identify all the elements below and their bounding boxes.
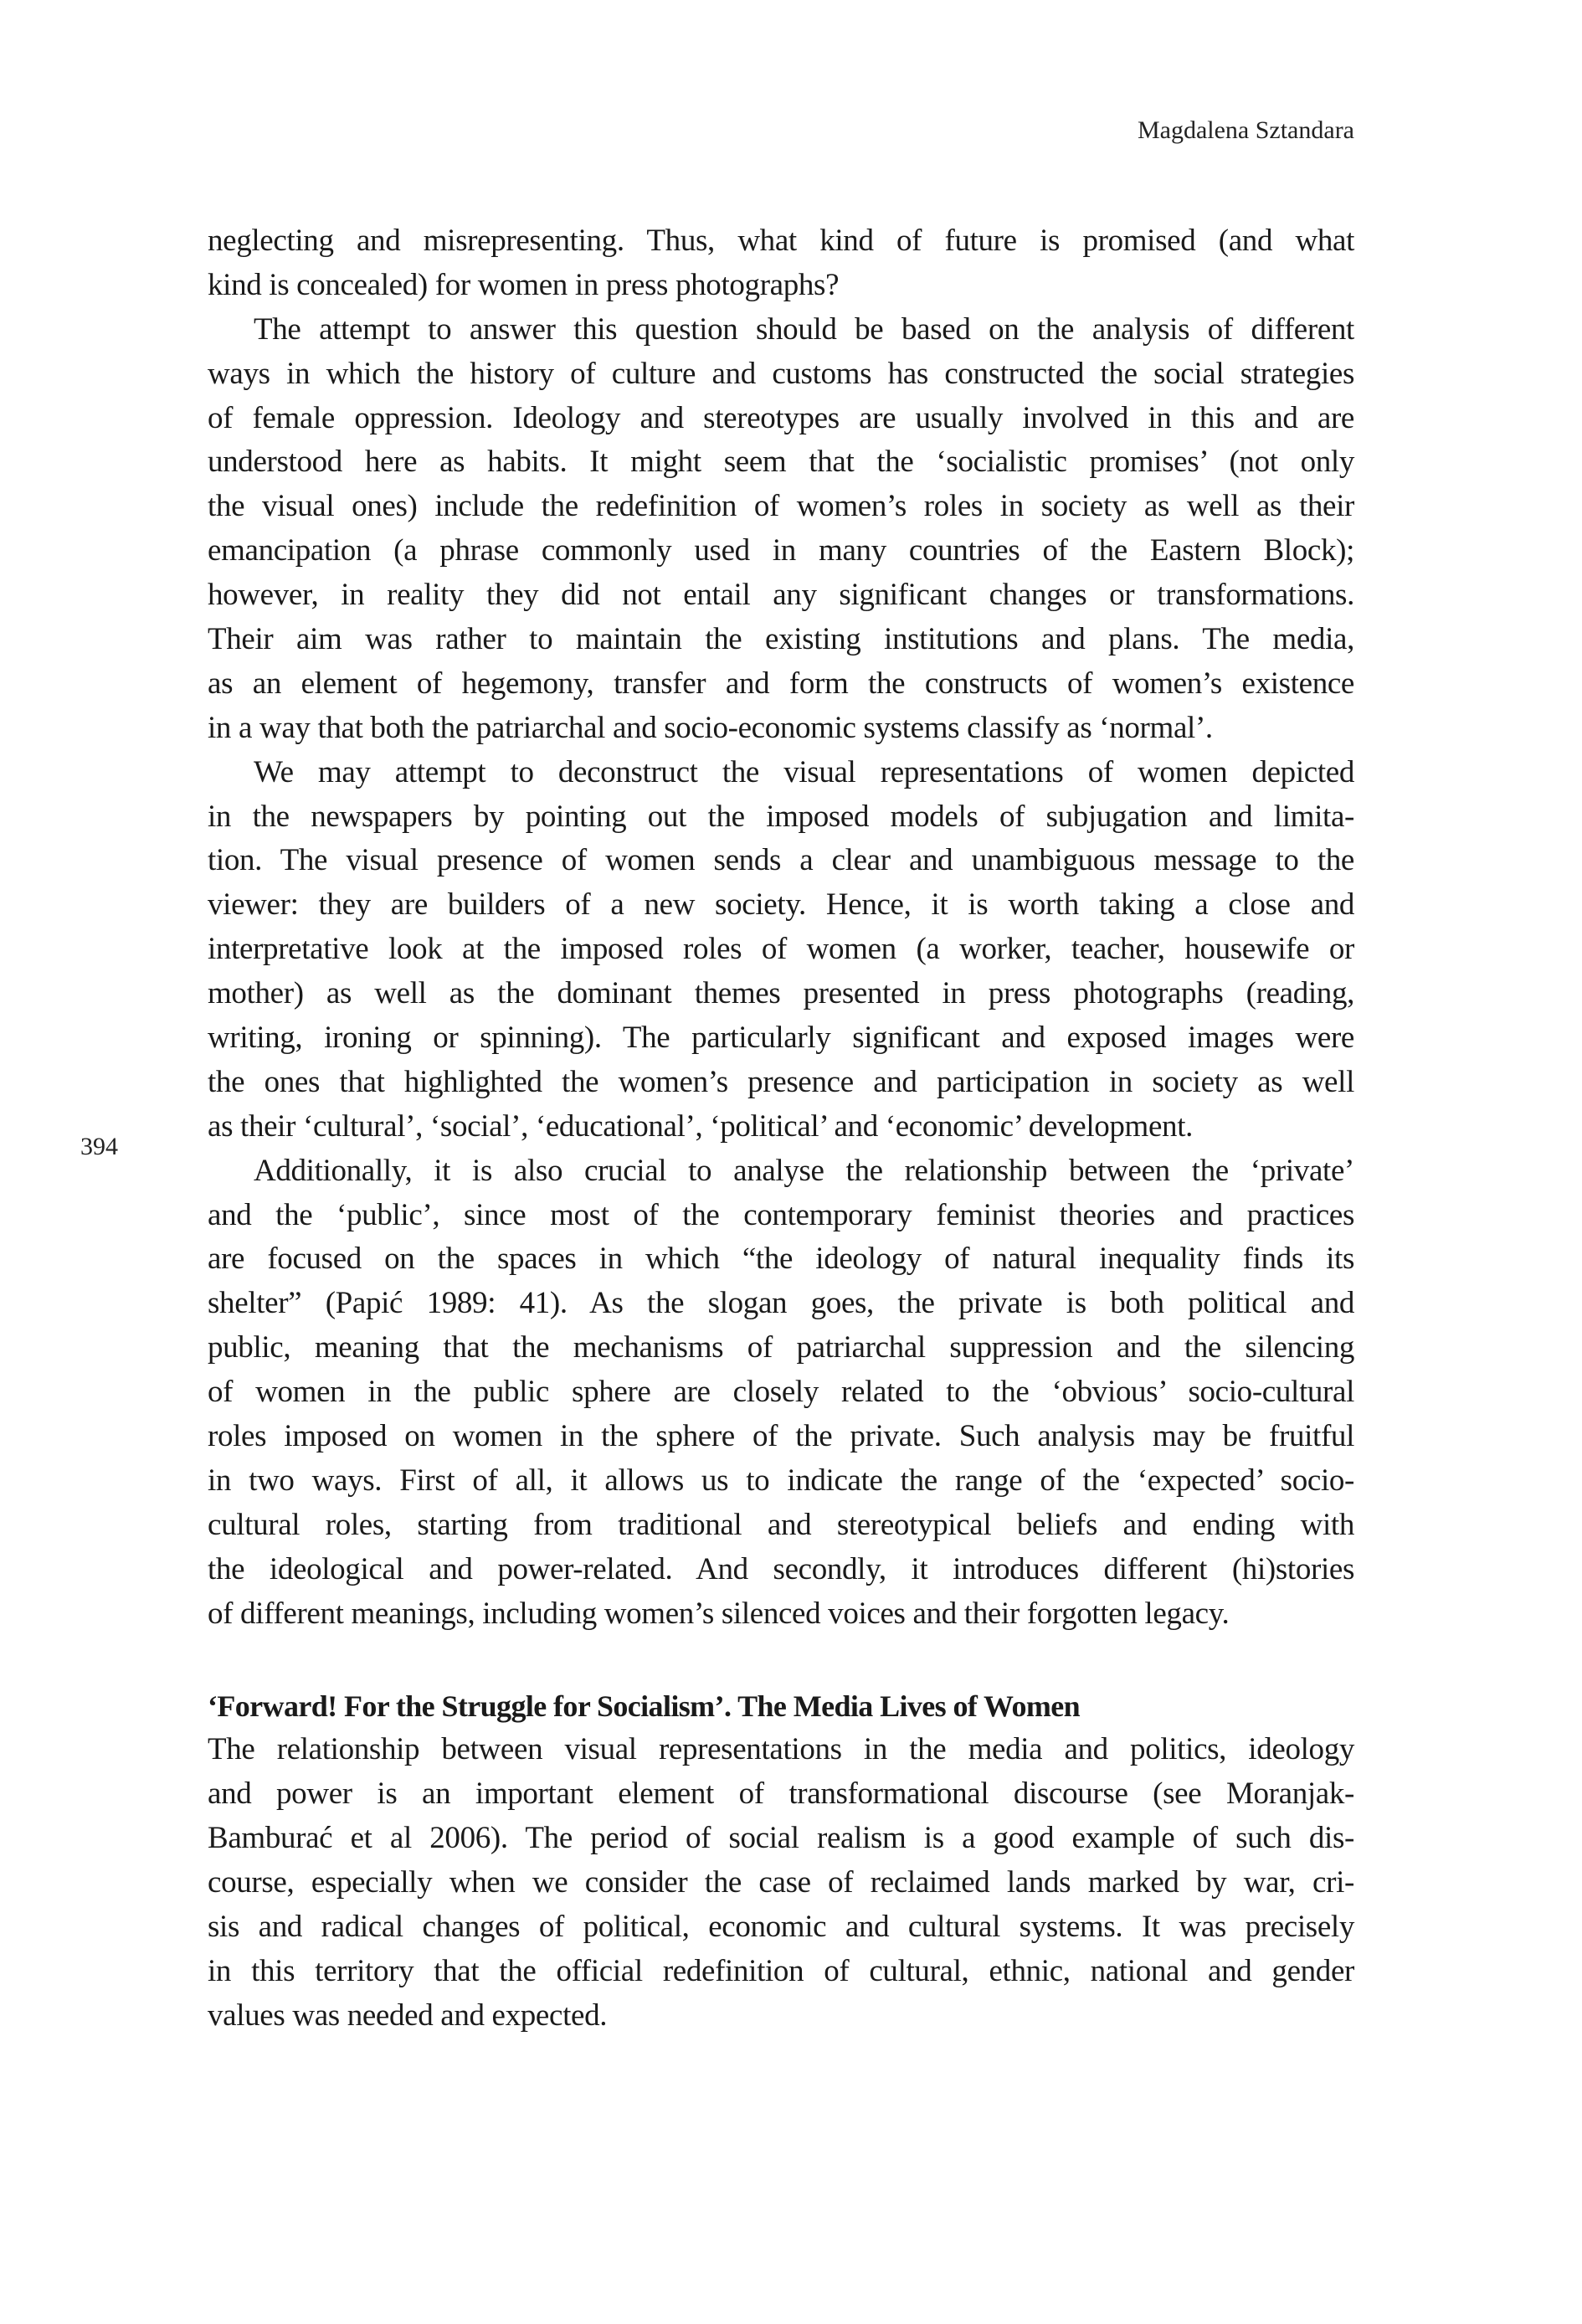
text-line: kind is concealed) for women in press photographs?: [208, 267, 840, 302]
section-spacer: [208, 1637, 1354, 1684]
text-line: tion. The visual presence of women sends a clear and unambiguous message to the: [208, 843, 1354, 878]
text-line: ways in which the history of culture and customs has constructed the social strategies: [208, 356, 1354, 391]
text-line: of female oppression. Ideology and stereotypes are usually involved in this and are: [208, 400, 1354, 435]
text-line: in a way that both the patriarchal and socio-economic systems classify as ‘normal’.: [208, 710, 1213, 745]
text-line: public, meaning that the mechanisms of patriarchal suppression and the silencing: [208, 1330, 1354, 1365]
text-line: The relationship between visual representations in the media and politics, ideology: [208, 1732, 1354, 1767]
page-number: 394: [80, 1133, 118, 1160]
text-line: of different meanings, including women’s silenced voices and their forgotten legacy.: [208, 1596, 1230, 1631]
text-line: and power is an important element of transformational discourse (see Moranjak-: [208, 1776, 1354, 1812]
text-line: and the ‘public’, since most of the contemporary feminist theories and practices: [208, 1197, 1354, 1232]
text-line: cultural roles, starting from traditional and stereotypical beliefs and ending with: [208, 1507, 1354, 1542]
text-line: values was needed and expected.: [208, 1998, 608, 2033]
paragraph: [208, 1728, 1354, 2038]
text-line: interpretative look at the imposed roles of women (a worker, teacher, housewife or: [208, 932, 1354, 967]
text-line: neglecting and misrepresenting. Thus, what kind of future is promised (and what: [208, 224, 1354, 258]
text-line: sis and radical changes of political, economic and cultural systems. It was precisely: [208, 1909, 1354, 1944]
text-line: the ones that highlighted the women’s presence and participation in society as well: [208, 1064, 1354, 1099]
text-line: We may attempt to deconstruct the visual representations of women depicted: [254, 754, 1354, 789]
text-line: as their ‘cultural’, ‘social’, ‘educational’, ‘political’ and ‘economic’ development.: [208, 1108, 1194, 1144]
text-line: in two ways. First of all, it allows us to indicate the range of the ‘expected’ socio-: [208, 1463, 1354, 1498]
text-line: in the newspapers by pointing out the imposed models of subjugation and limita-: [208, 799, 1354, 834]
text-line: as an element of hegemony, transfer and form the constructs of women’s existence: [208, 666, 1354, 701]
text-line: the ideological and power-related. And secondly, it introduces different (hi)stories: [208, 1551, 1354, 1586]
text-line: viewer: they are builders of a new society. Hence, it is worth taking a close and: [208, 887, 1354, 923]
text-line: Additionally, it is also crucial to analyse the relationship between the ‘private’: [254, 1153, 1354, 1188]
text-line: are focused on the spaces in which “the ideology of natural inequality finds its: [208, 1242, 1354, 1277]
text-line: writing, ironing or spinning). The particularly significant and exposed images were: [208, 1021, 1354, 1056]
text-line: understood here as habits. It might seem that the ‘socialistic promises’ (not only: [208, 445, 1354, 480]
body-text: [208, 219, 1354, 2039]
text-line: Their aim was rather to maintain the existing institutions and plans. The media,: [208, 622, 1354, 657]
running-header: Magdalena Sztandara: [1137, 116, 1354, 144]
text-line: shelter” (Papić 1989: 41). As the slogan goes, the private is both political and: [208, 1286, 1354, 1321]
text-line: of women in the public sphere are closely related to the ‘obvious’ socio-cultural: [208, 1375, 1354, 1410]
paragraph: [208, 751, 1354, 1149]
text-line: in this territory that the official redefinition of cultural, ethnic, national and gender: [208, 1953, 1354, 1988]
paragraph: [208, 219, 1354, 308]
text-line: course, especially when we consider the case of reclaimed lands marked by war, cri-: [208, 1865, 1354, 1900]
paragraph: [208, 1149, 1354, 1637]
text-line: The attempt to answer this question should be based on the analysis of different: [254, 311, 1354, 347]
section-heading: ‘Forward! For the Struggle for Socialism’. The Media Lives of Women: [208, 1689, 1081, 1723]
paragraph: [208, 308, 1354, 751]
text-line: emancipation (a phrase commonly used in many countries of the Eastern Block);: [208, 533, 1354, 568]
text-line: mother) as well as the dominant themes presented in press photographs (reading,: [208, 976, 1354, 1011]
text-line: roles imposed on women in the sphere of the private. Such analysis may be fruitful: [208, 1419, 1354, 1454]
text-line: Bamburać et al 2006). The period of social realism is a good example of such dis-: [208, 1821, 1354, 1856]
text-line: the visual ones) include the redefinition of women’s roles in society as well as their: [208, 489, 1354, 524]
text-line: however, in reality they did not entail any significant changes or transformations.: [208, 578, 1354, 613]
